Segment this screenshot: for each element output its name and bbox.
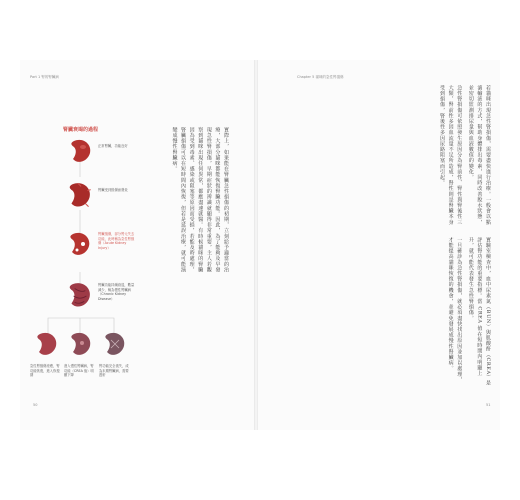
outcome-failure: 腎功能完全喪失，成為末期腎臟病，需要透析 — [99, 364, 129, 378]
flow-title: 腎臟衰竭的過程 — [63, 127, 99, 133]
right-body-top — [297, 85, 492, 227]
right-paragraph-3: 實驗室檢查中，血中尿素氮（BUN）與肌酸酐（CREA）是評估腎功能的重要指標。當 CREA 值在短時間內明顯上升，就可能代表發生急性腎損傷。 — [467, 237, 491, 386]
kidney-healthy-icon — [66, 137, 96, 167]
note-stage-2: 腎臟受到損傷而發炎 — [98, 188, 128, 192]
running-head-left: Part 1 腎的腎臟病 — [30, 75, 59, 79]
left-body-paragraph: 實際上，如果能在腎臟急性損傷的初期，立刻給予適當的治療，大部分貓咪都能恢復腎臟功能。因此，為了能夠及早發現急性腎損傷，早期症狀的辨識就顯得非常重要，主人若觀察到貓咪出現任何異常，都應盡速就醫。有時候貓咪的腎臟因為受到毒素、感染或阻塞等原因而受損，若能及時處理，腎臟損傷可以在短時間內恢復，但若是延誤治療，就可能演變成慢性腎臟病。 — [171, 127, 229, 273]
kidney-injured-icon — [64, 230, 96, 260]
left-body-text — [122, 127, 230, 277]
right-paragraph-1: 若貓咪出現急性腎損傷，需要盡快進行治療。一般會以點滴輸液的方式，幫助身體排出毒素，同時改善脫水狀態，並密切監測排尿量與血液數值的變化。 — [467, 85, 491, 225]
running-head-right: Chapter 5 貓咪的急性腎損傷 — [297, 75, 344, 79]
outcome-recovery: 急性腎損傷痊癒，腎功能恢復，進入恢復期 — [30, 364, 60, 378]
kidney-failure-icon — [100, 330, 130, 360]
kidney-recovered-icon — [32, 330, 62, 360]
note-stage-4: 腎臟功能持續衰退，數量減少，稱為慢性腎臟病（Chronic Kidney Disease） — [98, 283, 135, 301]
outcome-ckd: 進入慢性腎臟病，腎功能（CREA 值）明顯下降 — [64, 364, 94, 378]
right-paragraph-4: 一旦確診為急性腎損傷，就必須盡快找出原因並加以處理，才能提高貓咪恢復的機會，並避免發展成慢性腎臟病。 — [447, 237, 463, 383]
kidney-inflamed-icon — [64, 180, 96, 212]
right-body-bottom — [297, 237, 492, 387]
note-stage-3: 腎臟損傷，部分腎元失去功能，此時稱為急性腎損傷（Acute Kidney Injury） — [98, 232, 135, 250]
page-number-right: 51 — [486, 403, 491, 407]
kidney-chronic-icon — [63, 280, 97, 312]
kidney-ckd-icon — [66, 330, 96, 360]
page-number-left: 50 — [33, 403, 38, 407]
right-paragraph-2: 急性腎損傷可依照發生原因分為腎前性、腎性與腎後性三大類，腎前性多因血流量不足所造成，腎性則是腎臟本身受到損傷，腎後性多因尿路阻塞而引起。 — [439, 85, 463, 225]
note-stage-1: 正常腎臟，功能良好 — [98, 144, 128, 148]
